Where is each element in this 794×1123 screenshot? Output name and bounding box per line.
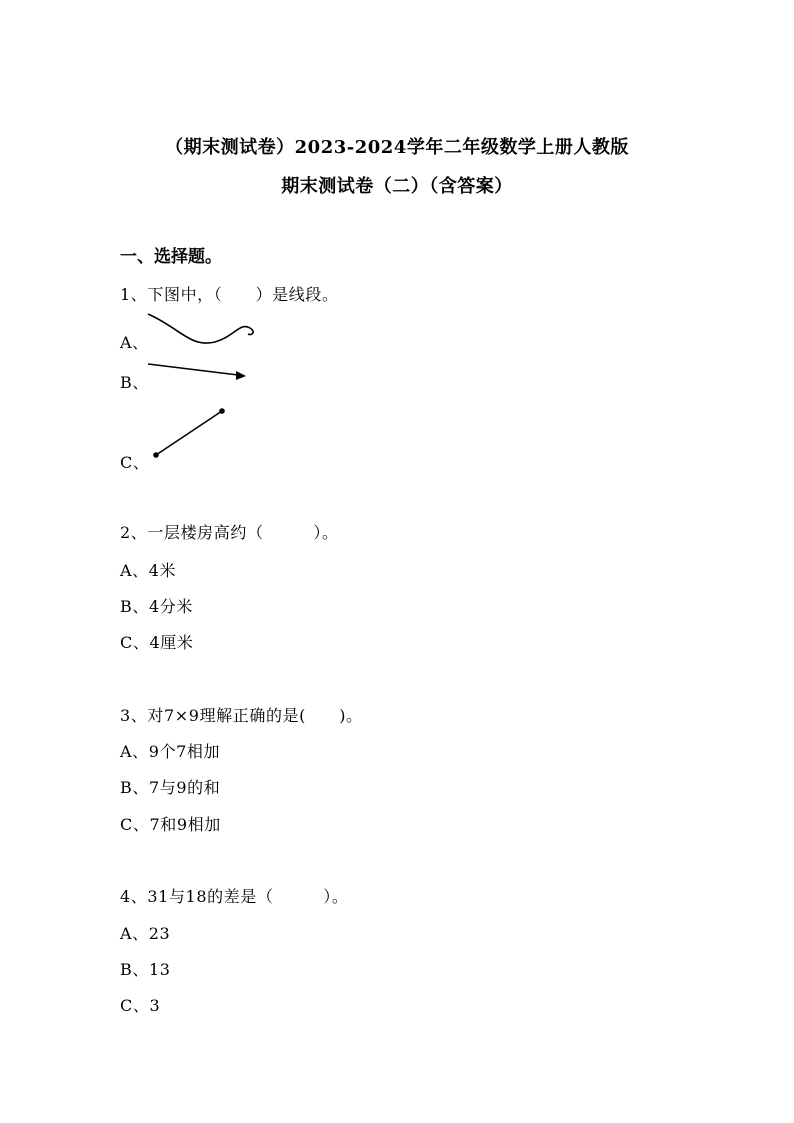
ray-arrow-figure [140, 358, 260, 388]
question-3-option-c: C、7和9相加 [120, 815, 221, 834]
question-1-stem: 1、下图中，（ ）是线段。 [120, 285, 339, 304]
question-2-option-c: C、4厘米 [120, 633, 194, 652]
curved-line-figure [140, 308, 260, 348]
question-4-option-a: A、23 [120, 924, 171, 943]
question-3-option-b: B、7与9的和 [120, 778, 221, 797]
question-4-option-c: C、3 [120, 996, 161, 1015]
question-1-option-b: B、 [120, 373, 149, 392]
question-4-option-b: B、13 [120, 960, 171, 979]
line-segment-figure [140, 400, 240, 470]
question-1-option-c: C、 [120, 453, 150, 472]
document-title-line1: （期末测试卷）2023-2024学年二年级数学上册人教版 [165, 137, 629, 158]
question-3-option-a: A、9个7相加 [120, 742, 221, 761]
question-2-option-b: B、4分米 [120, 597, 193, 616]
section-heading: 一、选择题。 [120, 247, 222, 267]
endpoint-dot [153, 452, 159, 458]
document-title-line2: 期末测试卷（二）（含答案） [281, 176, 513, 197]
endpoint-dot [219, 408, 225, 414]
question-2-stem: 2、一层楼房高约（ ）。 [120, 523, 339, 542]
question-4-stem: 4、31与18的差是（ ）。 [120, 887, 349, 906]
question-1-option-a: A、 [120, 333, 149, 352]
question-2-option-a: A、4米 [120, 561, 177, 580]
question-3-stem: 3、对7×9理解正确的是( )。 [120, 706, 363, 725]
